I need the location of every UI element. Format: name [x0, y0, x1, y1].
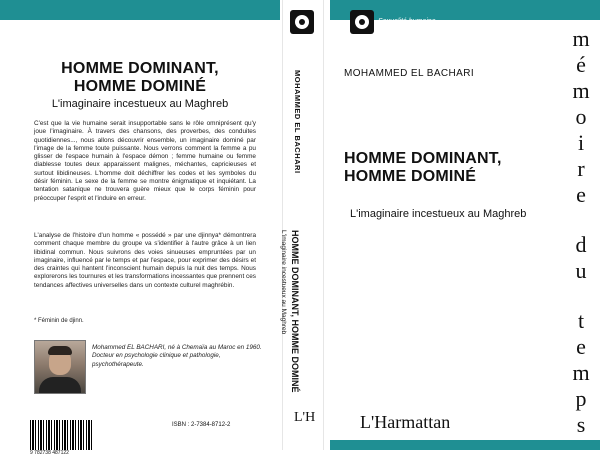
- series-letter: e: [576, 334, 586, 359]
- barcode: [30, 420, 94, 450]
- front-title: [344, 150, 502, 186]
- front-publisher: L'Harmattan: [360, 412, 451, 432]
- series-letter: p: [575, 386, 587, 411]
- author-photo: [34, 340, 86, 394]
- isbn: ISBN : 2-7384-8712-2: [172, 422, 231, 428]
- back-title-line2: HOMME DOMINÉ: [73, 78, 207, 95]
- series-column: [562, 26, 600, 440]
- spine-subtitle: L'imaginaire incestueux au Maghreb: [280, 230, 287, 335]
- back-cover: [0, 20, 280, 456]
- series-letter: s: [576, 412, 586, 437]
- front-subtitle: L'imaginaire incestueux au Maghreb: [350, 208, 527, 220]
- spine: [282, 0, 324, 450]
- front-bottom-teal-bar: [330, 440, 600, 450]
- author-hair: [48, 346, 72, 355]
- series-letter: i: [577, 130, 585, 155]
- spine-author: MOHAMMED EL BACHARI: [293, 70, 302, 174]
- series-letter: t: [577, 308, 585, 333]
- author-suit: [39, 377, 81, 393]
- series-letter: o: [575, 104, 587, 129]
- series-letter: r: [577, 156, 585, 181]
- series-letter: m: [572, 360, 590, 385]
- back-title: [0, 60, 280, 96]
- back-paragraph-2: L'analyse de l'histoire d'un homme « possédé » par une djinnya* démontrera comment chaque membre du groupe va s'identifier à l'autre grâce à un lien libidinal commun. Nous suivrons des voies sinueuses empruntées par un imaginaire, influencé par le temps et par l'espace, pour exprimer des désirs et des craintes qui hantent l'inconscient humain depuis la nuit des temps. Nous explorerons les tournures et les transformations incessantes que prennent ces tendances affectives universelles dans un contexte culturel maghrébin.: [34, 232, 256, 289]
- series-letter: m: [572, 78, 590, 103]
- series-name: Sexualité humaine: [378, 18, 436, 25]
- spine-publisher-logo-icon: [290, 10, 314, 34]
- front-cover: [330, 20, 560, 440]
- barcode-number: 9 782738 487122: [30, 450, 69, 456]
- front-author: MOHAMMED EL BACHARI: [344, 68, 475, 79]
- back-subtitle: L'imaginaire incestueux au Maghreb: [51, 98, 229, 110]
- footnote: * Féminin de djinn.: [34, 318, 84, 324]
- series-letter: m: [572, 26, 590, 51]
- series-letter: d: [575, 232, 587, 257]
- series-letter: u: [575, 258, 587, 283]
- back-paragraph-1: C'est que la vie humaine serait insupportable sans le rôle omniprésent qu'y joue l'imaginaire. À travers des chansons, des proverbes, des conduites quotidiennes..., nous allons découvrir ensemble, un imaginaire dominé par l'image de la femme toute puissante. Nous verrons comment la femme a pu glisser de l'espace humain à l'espace démon ; femme humaine ou femme diablesse toutes deux apparaissent malignes, méchantes, capricieuses et surtout libidineuses. L'homme doit déchiffrer les codes et les symboles du désir féminin. Le sexe de la femme se montre énigmatique et inquiétant. La tentation satanique ne trouvera guère mieux que le corps féminin pour préoccuper l'esprit et l'induire en erreur.: [34, 120, 256, 202]
- series-letter: e: [576, 182, 586, 207]
- spine-title: HOMME DOMINANT, HOMME DOMINÉ: [290, 230, 300, 393]
- spine-publisher-mark: L'H: [294, 410, 316, 425]
- back-title-line1: HOMME DOMINANT,: [61, 60, 219, 77]
- front-title-line2: HOMME DOMINÉ: [344, 168, 477, 185]
- author-bio: Mohammed EL BACHARI, né à Chemaïa au Maroc en 1960. Docteur en psychologie clinique et pathologie, psychothérapeute.: [92, 344, 262, 368]
- front-title-line1: HOMME DOMINANT,: [344, 150, 502, 167]
- series-logo-icon: [350, 10, 374, 34]
- back-teal-bar: [0, 0, 280, 20]
- series-letter: é: [576, 52, 586, 77]
